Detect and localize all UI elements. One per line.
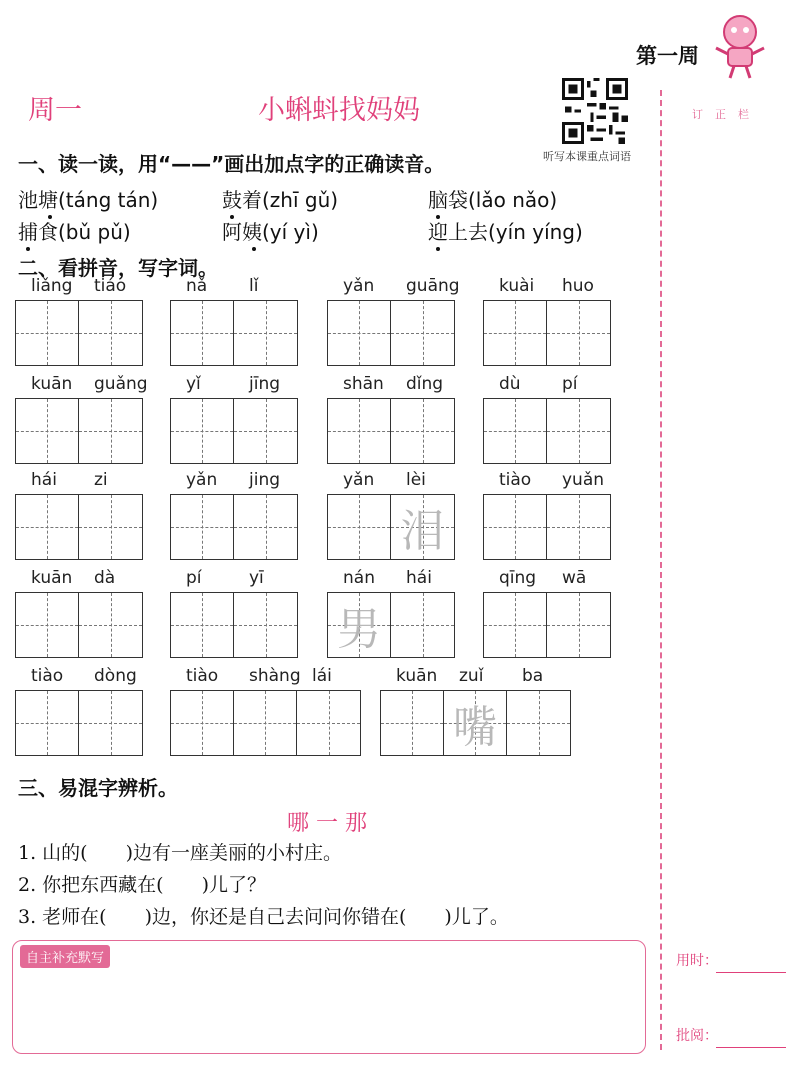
- pinyin-label: yǎn: [343, 470, 375, 490]
- traced-character: [16, 399, 78, 463]
- traced-character: [484, 399, 546, 463]
- pronunciation-item: 阿姨 (yí yì): [222, 216, 319, 245]
- writing-cell[interactable]: [328, 495, 391, 559]
- writing-cell[interactable]: [79, 495, 142, 559]
- pinyin-label: guǎng: [94, 374, 148, 394]
- writing-cell[interactable]: [391, 399, 454, 463]
- tian-grid: [15, 300, 143, 366]
- writing-cell[interactable]: [171, 593, 234, 657]
- writing-cell[interactable]: [547, 495, 610, 559]
- pinyin-label: nǎ: [186, 276, 208, 296]
- traced-character: [328, 495, 390, 559]
- traced-character: [171, 301, 233, 365]
- traced-character: [79, 495, 142, 559]
- writing-cell[interactable]: [234, 691, 297, 755]
- traced-character: [507, 691, 570, 755]
- writing-cell[interactable]: [328, 593, 391, 657]
- pronunciation-item: 脑袋 (lǎo nǎo): [428, 184, 557, 213]
- writing-cell[interactable]: [171, 301, 234, 365]
- qr-code-icon[interactable]: [562, 78, 628, 144]
- week-label: 第一周: [636, 44, 699, 68]
- writing-cell[interactable]: [79, 301, 142, 365]
- pinyin-label: kuān: [31, 374, 73, 394]
- writing-cell[interactable]: [391, 301, 454, 365]
- traced-character: [234, 399, 297, 463]
- correction-column-label: 订正栏: [692, 108, 761, 121]
- traced-character: [391, 301, 454, 365]
- writing-cell[interactable]: [79, 593, 142, 657]
- pinyin-label: yǎn: [343, 276, 375, 296]
- review-label: 批阅：: [676, 1028, 718, 1044]
- writing-cell[interactable]: [16, 301, 79, 365]
- fill-blank-sentence: 1. 山的( )边有一座美丽的小村庄。: [18, 842, 342, 864]
- pronunciation-item: 捕食 (bǔ pǔ): [18, 216, 131, 245]
- pinyin-label: dǐng: [406, 374, 444, 394]
- traced-character: [234, 495, 297, 559]
- traced-character: [79, 593, 142, 657]
- writing-cell[interactable]: [234, 301, 297, 365]
- writing-cell[interactable]: [79, 691, 142, 755]
- pinyin-label: hái: [406, 568, 432, 588]
- pinyin-label: kuān: [396, 666, 438, 686]
- writing-cell[interactable]: [16, 593, 79, 657]
- pinyin-label: dà: [94, 568, 116, 588]
- traced-character: 嘴: [453, 702, 497, 753]
- writing-cell[interactable]: [484, 399, 547, 463]
- writing-cell[interactable]: [171, 495, 234, 559]
- tian-grid: [483, 494, 611, 560]
- writing-cell[interactable]: [547, 301, 610, 365]
- traced-character: 男: [337, 604, 381, 655]
- traced-character: [328, 399, 390, 463]
- tian-grid: [15, 398, 143, 464]
- tian-grid: [483, 398, 611, 464]
- pinyin-label: jīng: [249, 374, 281, 394]
- traced-character: [391, 399, 454, 463]
- pinyin-label: yǐ: [186, 374, 201, 394]
- pinyin-label: liǎng: [31, 276, 73, 296]
- pinyin-label: pí: [562, 374, 578, 394]
- writing-cell[interactable]: [171, 691, 234, 755]
- pinyin-label: zuǐ: [459, 666, 484, 686]
- pinyin-label: yuǎn: [562, 470, 605, 490]
- tian-grid: [170, 494, 298, 560]
- pronunciation-item: 迎上去 (yín yíng): [428, 216, 583, 245]
- writing-cell[interactable]: [381, 691, 444, 755]
- traced-character: [547, 495, 610, 559]
- pinyin-label: kuān: [31, 568, 73, 588]
- writing-cell[interactable]: [234, 399, 297, 463]
- traced-character: [547, 593, 610, 657]
- pinyin-label: tiào: [186, 666, 219, 686]
- tian-grid: [327, 494, 455, 560]
- supplement-label: 自主补充默写: [20, 945, 110, 968]
- pronunciation-item: 池塘 (táng tán): [18, 184, 158, 213]
- writing-cell[interactable]: [328, 301, 391, 365]
- tian-grid: [15, 494, 143, 560]
- pinyin-label: tiào: [31, 666, 64, 686]
- writing-cell[interactable]: [391, 593, 454, 657]
- traced-character: [16, 691, 78, 755]
- traced-character: [297, 691, 360, 755]
- tian-grid: [327, 592, 455, 658]
- review-input-line[interactable]: [716, 1047, 786, 1048]
- traced-character: [484, 301, 546, 365]
- writing-cell[interactable]: [234, 495, 297, 559]
- writing-cell[interactable]: [547, 593, 610, 657]
- traced-character: 泪: [400, 506, 445, 557]
- writing-cell[interactable]: [484, 495, 547, 559]
- fill-blank-sentence: 3. 老师在( )边，你还是自己去问问你错在( )儿了。: [18, 906, 509, 928]
- qr-caption: 听写本课重点词语: [543, 150, 631, 163]
- pinyin-label: huo: [562, 276, 594, 296]
- pinyin-label: qīng: [499, 568, 537, 588]
- fill-blank-sentence: 2. 你把东西藏在( )儿了？: [18, 874, 266, 896]
- tian-grid: [15, 592, 143, 658]
- traced-character: [234, 691, 296, 755]
- pinyin-label: pí: [186, 568, 202, 588]
- pinyin-label: yǎn: [186, 470, 218, 490]
- pinyin-label: dù: [499, 374, 521, 394]
- pinyin-label: lèi: [406, 470, 426, 490]
- traced-character: [484, 495, 546, 559]
- mascot-illustration: [710, 10, 770, 82]
- writing-cell[interactable]: [484, 593, 547, 657]
- traced-character: [171, 593, 233, 657]
- writing-cell[interactable]: [16, 399, 79, 463]
- day-label: 周一: [28, 95, 82, 126]
- pinyin-label: lái: [312, 666, 332, 686]
- traced-character: [16, 301, 78, 365]
- writing-cell[interactable]: [16, 691, 79, 755]
- traced-character: [79, 691, 142, 755]
- tian-grid: [327, 300, 455, 366]
- traced-character: [171, 495, 233, 559]
- writing-cell[interactable]: [79, 399, 142, 463]
- traced-character: [547, 399, 610, 463]
- pinyin-label: shān: [343, 374, 384, 394]
- writing-cell[interactable]: [547, 399, 610, 463]
- traced-character: [381, 691, 443, 755]
- traced-character: [16, 495, 78, 559]
- writing-cell[interactable]: [507, 691, 570, 755]
- traced-character: [328, 301, 390, 365]
- tian-grid: [15, 690, 143, 756]
- traced-character: [171, 399, 233, 463]
- traced-character: [171, 691, 233, 755]
- tian-grid: [380, 690, 571, 756]
- writing-cell[interactable]: [444, 691, 507, 755]
- tian-grid: [170, 592, 298, 658]
- time-label: 用时：: [676, 953, 718, 969]
- writing-cell[interactable]: [328, 399, 391, 463]
- tian-grid: [170, 690, 361, 756]
- traced-character: [391, 593, 454, 657]
- pinyin-label: ba: [522, 666, 544, 686]
- section-3-heading: 三、易混字辨析。: [18, 776, 178, 800]
- pinyin-label: zi: [94, 470, 108, 490]
- pinyin-label: nán: [343, 568, 375, 588]
- pinyin-label: yī: [249, 568, 264, 588]
- traced-character: [234, 301, 297, 365]
- traced-character: [79, 301, 142, 365]
- tian-grid: [327, 398, 455, 464]
- traced-character: [547, 301, 610, 365]
- lesson-title: 小蝌蚪找妈妈: [258, 95, 420, 126]
- section-1-heading: 一、读一读，用“——”画出加点字的正确读音。: [18, 152, 445, 176]
- pinyin-label: tiáo: [94, 276, 127, 296]
- writing-cell[interactable]: [297, 691, 360, 755]
- writing-cell[interactable]: [484, 301, 547, 365]
- traced-character: [79, 399, 142, 463]
- pinyin-label: tiào: [499, 470, 532, 490]
- section-2-heading: 二、看拼音，写字词。: [18, 256, 218, 280]
- tian-grid: [483, 592, 611, 658]
- pinyin-label: guāng: [406, 276, 460, 296]
- pinyin-label: wā: [562, 568, 587, 588]
- time-input-line[interactable]: [716, 972, 786, 973]
- writing-cell[interactable]: [391, 495, 454, 559]
- traced-character: [16, 593, 78, 657]
- pinyin-label: jing: [249, 470, 281, 490]
- pinyin-label: kuài: [499, 276, 535, 296]
- traced-character: [484, 593, 546, 657]
- pronunciation-item: 鼓着 (zhī gǔ): [222, 184, 338, 213]
- tian-grid: [170, 300, 298, 366]
- writing-cell[interactable]: [16, 495, 79, 559]
- tian-grid: [170, 398, 298, 464]
- writing-cell[interactable]: [171, 399, 234, 463]
- pinyin-label: hái: [31, 470, 57, 490]
- pinyin-label: shàng: [249, 666, 301, 686]
- traced-character: [234, 593, 297, 657]
- tian-grid: [483, 300, 611, 366]
- pinyin-label: dòng: [94, 666, 137, 686]
- writing-cell[interactable]: [234, 593, 297, 657]
- binding-divider: [660, 90, 662, 1050]
- pinyin-label: lǐ: [249, 276, 259, 296]
- confusable-pair: 哪 一 那: [287, 811, 367, 836]
